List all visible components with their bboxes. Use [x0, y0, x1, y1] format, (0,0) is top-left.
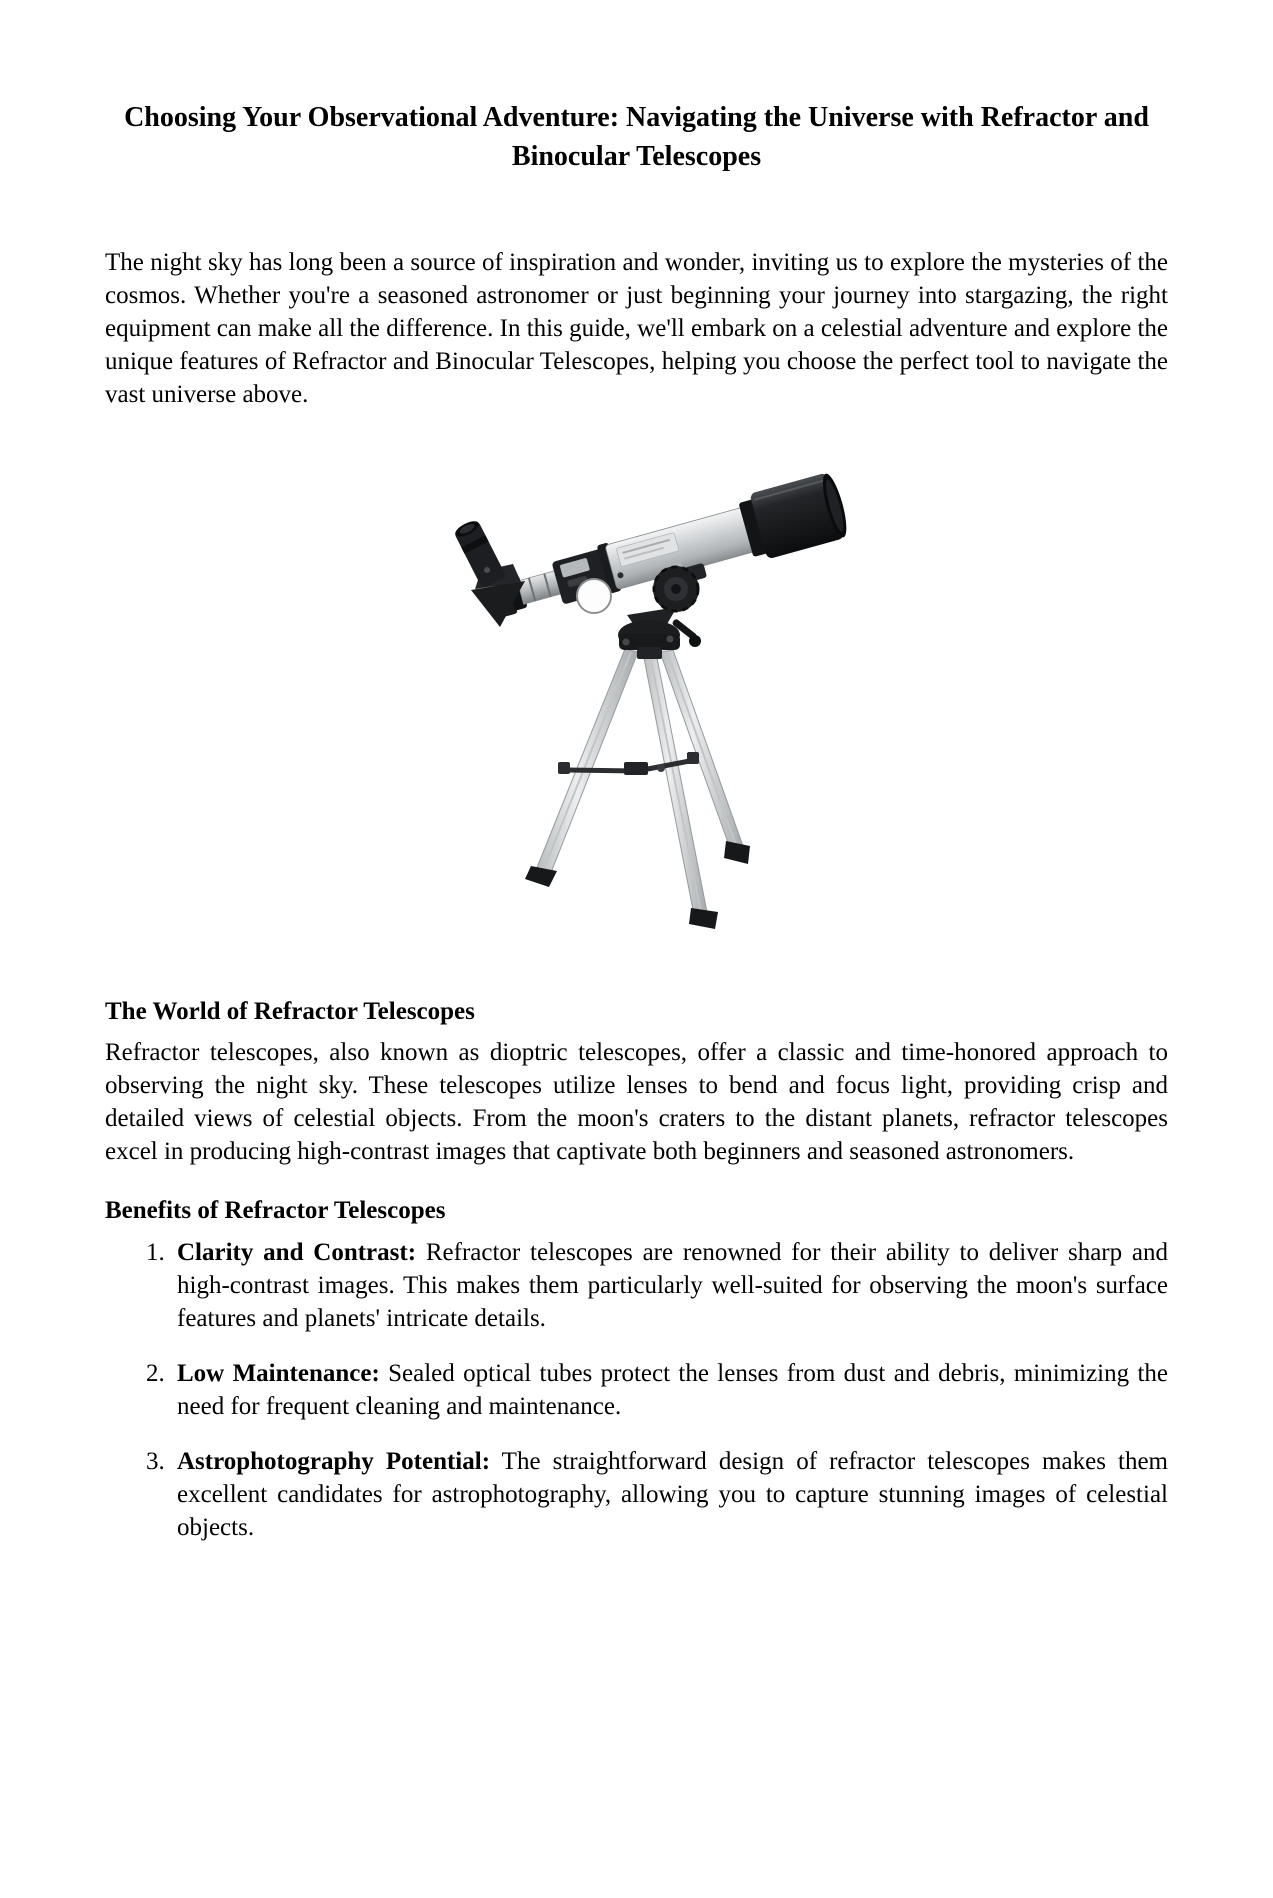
list-lead: Low Maintenance: — [177, 1360, 380, 1387]
document-content — [105, 98, 1168, 1544]
list-lead: Clarity and Contrast: — [177, 1239, 417, 1266]
benefits-list — [105, 1236, 1168, 1544]
list-item-astrophotography — [105, 1445, 1168, 1544]
list-text: The straightforward design of refractor telescopes makes them excellent candidates for astrophotography, allowing you to capture stunning images of celestial objects. — [177, 1448, 1168, 1541]
tripod-legs — [525, 649, 750, 929]
list-number: 2. — [146, 1360, 165, 1387]
list-text: Refractor telescopes are renowned for their ability to deliver sharp and high-contrast images. This makes them particularly well-suited for observing the moon's surface features and planets' intricate details. — [177, 1239, 1169, 1332]
document-title: Choosing Your Observational Adventure: Navigating the Universe with Refractor and Binocular Telescopes — [124, 102, 1149, 172]
world-paragraph: Refractor telescopes, also known as dioptric telescopes, offer a classic and time-honored approach to observing the night sky. These telescopes utilize lenses to bend and focus light, providing crisp and detailed views of celestial objects. From the moon's craters to the distant planets, refractor telescopes excel in producing high-contrast images that captivate both beginners and seasoned astronomers. — [105, 1039, 1168, 1165]
focus-knob — [577, 579, 611, 613]
telescope-figure — [397, 419, 877, 969]
list-number: 3. — [146, 1448, 165, 1475]
list-lead: Astrophotography Potential: — [177, 1448, 491, 1475]
list-number: 1. — [146, 1239, 165, 1266]
list-item-maintenance — [105, 1357, 1168, 1423]
section-heading-benefits: Benefits of Refractor Telescopes — [105, 1197, 446, 1224]
intro-paragraph: The night sky has long been a source of inspiration and wonder, inviting us to explore the mysteries of the cosmos. Whether you're a seasoned astronomer or just beginning your journey into stargazing, the right equipment can make all the difference. In this guide, we'll embark on a celestial adventure and explore the unique features of Refractor and Binocular Telescopes, helping you choose the perfect tool to navigate the vast universe above. — [105, 249, 1168, 408]
altitude-knob — [653, 566, 699, 612]
section-heading-world: The World of Refractor Telescopes — [105, 998, 475, 1025]
telescope-image — [397, 419, 877, 969]
document-page — [0, 98, 1273, 1898]
list-text: Sealed optical tubes protect the lenses from dust and debris, minimizing the need for frequent cleaning and maintenance. — [177, 1360, 1169, 1420]
list-item-clarity — [105, 1236, 1168, 1335]
